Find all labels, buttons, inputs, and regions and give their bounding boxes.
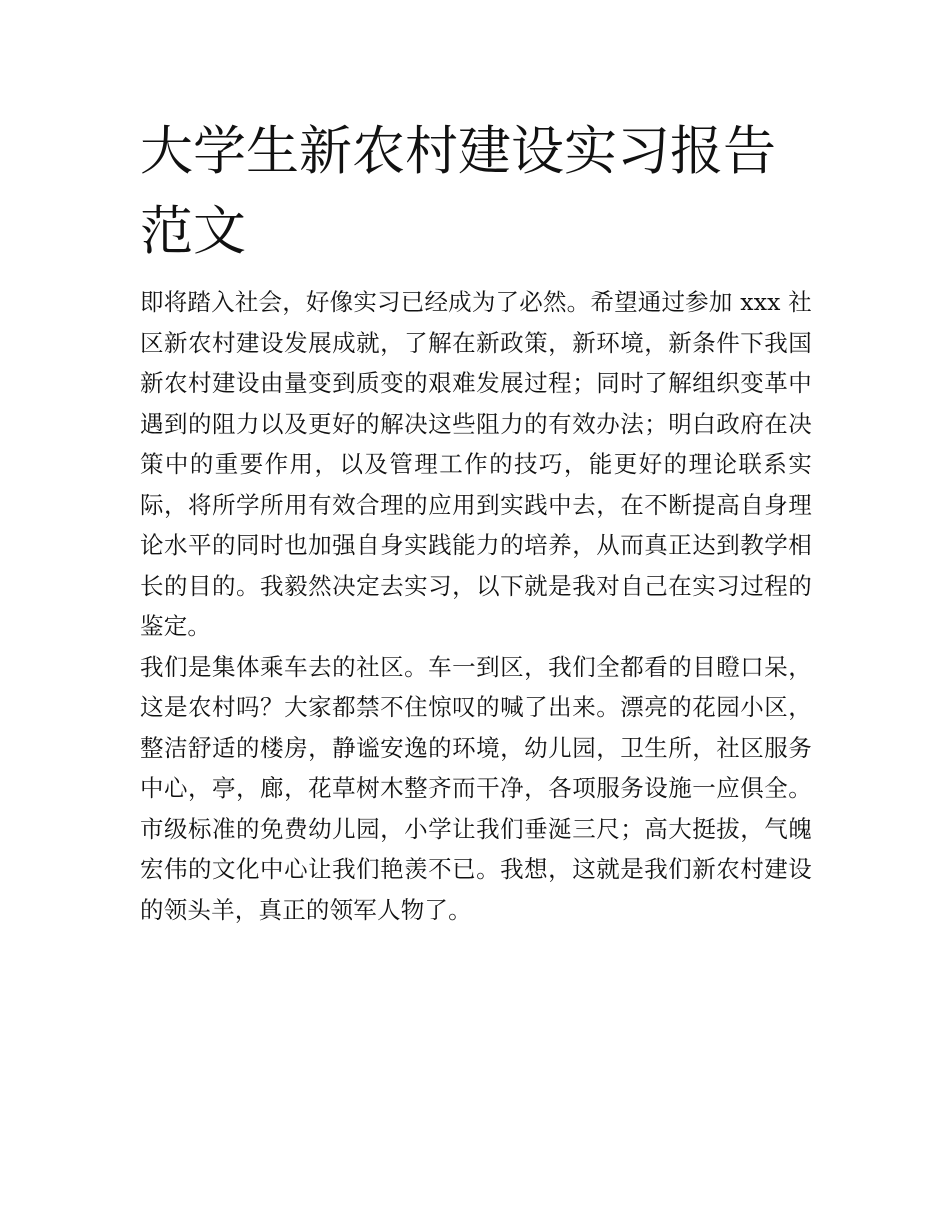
document-title: 大学生新农村建设实习报告范文 [140, 121, 776, 262]
paragraph-intro: 即将踏入社会，好像实习已经成为了必然。希望通过参加 xxx 社区新农村建设发展成就，了解在新政策，新环境，新条件下我国新农村建设由量变到质变的艰难发展过程；同时了解组织变革中遇到的阻力以及更好的解决这些阻力的有效办法；明白政府在决策中的重要作用，以及管理工作的技巧，能更好的理论联系实际，将所学所用有效合理的应用到实践中去，在不断提高自身理论水平的同时也加强自身实践能力的培养，从而真正达到教学相长的目的。我毅然决定去实习，以下就是我对自己在实习过程的鉴定。 [140, 288, 812, 640]
paragraph-arrival: 我们是集体乘车去的社区。车一到区，我们全都看的目瞪口呆，这是农村吗？大家都禁不住惊叹的喊了出来。漂亮的花园小区，整洁舒适的楼房，静谧安逸的环境，幼儿园，卫生所，社区服务中心，亭，廊，花草树木整齐而干净，各项服务设施一应俱全。市级标准的免费幼儿园，小学让我们垂涎三尺；高大挺拔，气魄宏伟的文化中心让我们艳羡不已。我想，这就是我们新农村建设的领头羊，真正的领军人物了。 [140, 652, 812, 924]
document-body [140, 282, 812, 930]
